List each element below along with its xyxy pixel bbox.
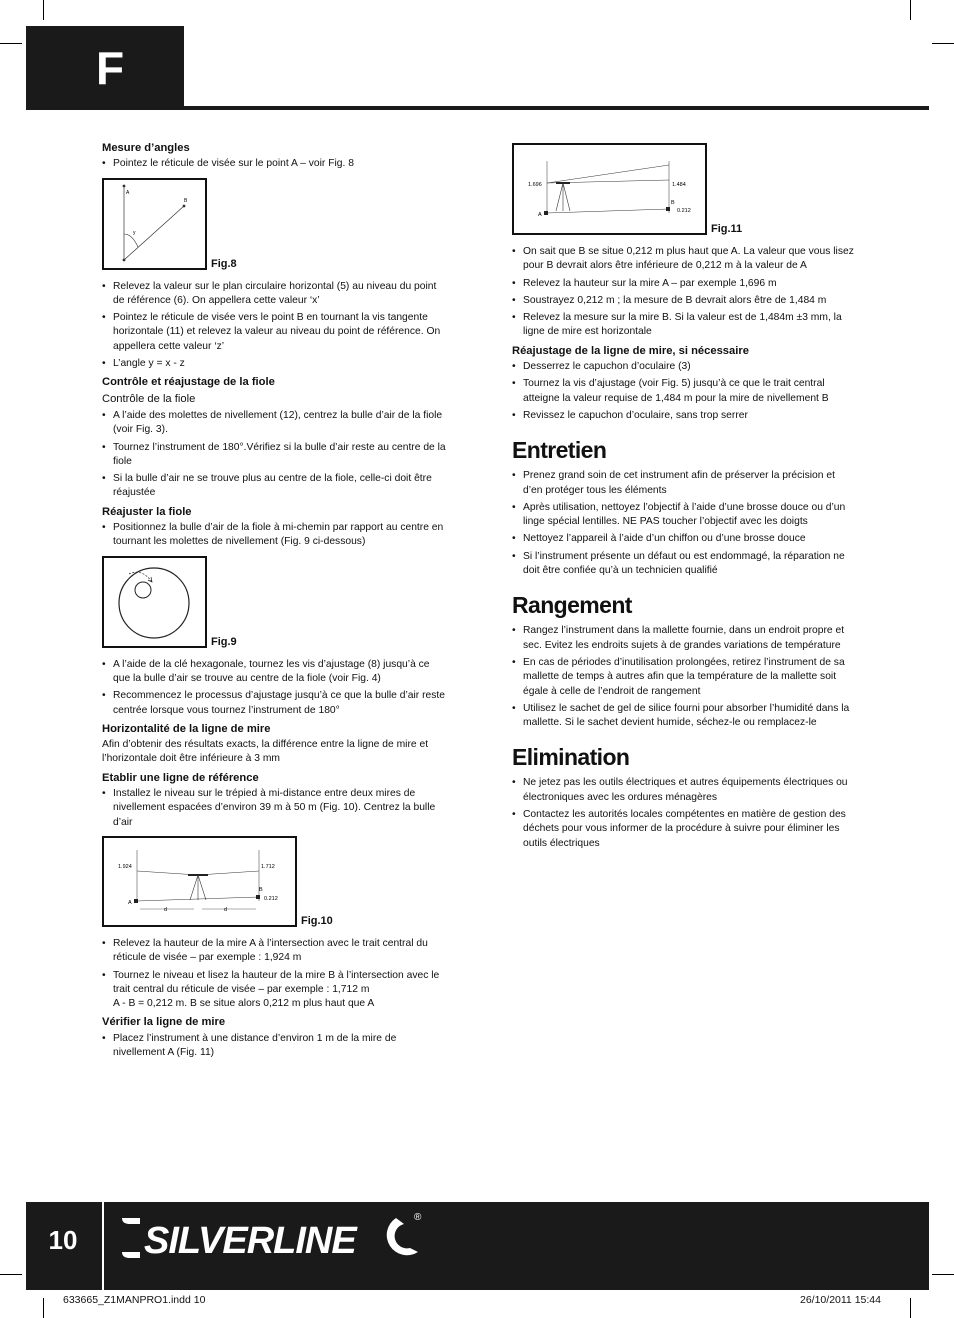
point-a-marker xyxy=(134,899,138,903)
list-item: • Installez le niveau sur le trépied à mi-distance entre deux mires de nivellement espacées d’environ 39 m à 50 m (Fig. 10). Centrez la bulle d’air xyxy=(102,787,447,830)
list-item: • Prenez grand soin de cet instrument afin de préserver la précision et d’en protéger tous les éléments xyxy=(512,469,857,498)
figure-9-frame xyxy=(102,556,207,648)
origin-marker xyxy=(123,258,126,261)
list-item: • Si l’instrument présente un défaut ou est endommagé, la réparation ne doit être confiée qu’à un technicien qualifié xyxy=(512,550,857,579)
list-item: • Tournez la vis d’ajustage (voir Fig. 5) jusqu’à ce que le trait central atteigne la valeur requise de 1,484 m pour la mire de nivellement B xyxy=(512,377,857,406)
crop-mark xyxy=(43,0,44,20)
ground-line xyxy=(547,209,669,213)
list-item: • Contactez les autorités locales compétentes en matière de gestion des déchets pour vous informer de la procédure à suivre pour éliminer les outils électriques xyxy=(512,808,857,851)
list-item: • On sait que B se situe 0,212 m plus haut que A. La valeur que vous lisez pour B devrait alors être inférieure de 0,212 m à la valeur de A xyxy=(512,245,857,274)
vial-outer-circle xyxy=(119,568,189,638)
crop-mark xyxy=(0,43,22,44)
section-heading: Réajuster la fiole xyxy=(102,505,192,518)
figure-caption: Fig.10 xyxy=(301,914,333,927)
angle-label: y xyxy=(133,229,136,236)
value-b: 1.712 xyxy=(261,863,275,870)
page-number: 10 xyxy=(48,1225,78,1255)
list-item: • Relevez la hauteur sur la mire A – par exemple 1,696 m xyxy=(512,277,857,291)
bullet-list xyxy=(512,469,857,578)
crop-mark xyxy=(43,1298,44,1318)
crop-mark xyxy=(0,1274,22,1275)
list-item: • Pointez le réticule de visée sur le point A – voir Fig. 8 xyxy=(102,157,447,171)
bullet-list xyxy=(512,360,857,423)
section-heading: Mesure d’angles xyxy=(102,142,190,154)
list-item: • A l’aide de la clé hexagonale, tournez les vis d’ajustage (8) jusqu’à ce que la bulle d’air se trouve au centre de la fiole (voir Fig. 4) xyxy=(102,658,447,687)
section-heading: Etablir une ligne de référence xyxy=(102,771,259,784)
list-item: • Desserrez le capuchon d’oculaire (3) xyxy=(512,360,857,374)
print-datetime: 26/10/2011 15:44 xyxy=(800,1294,881,1306)
silverline-logo xyxy=(118,1208,428,1273)
list-item-text: A - B = 0,212 m. B se situe alors 0,212 m plus haut que A xyxy=(113,998,375,1010)
list-item: • Positionnez la bulle d’air de la fiole à mi-chemin par rapport au centre en tournant les molettes de nivellement (Fig. 9 ci-dessous) xyxy=(102,521,447,550)
bullet-list xyxy=(102,521,447,550)
footer-divider xyxy=(102,1202,104,1290)
registered-mark: ® xyxy=(414,1212,422,1223)
list-item: • Si la bulle d’air ne se trouve plus au centre de la fiole, celle-ci doit être réajustée xyxy=(102,472,447,501)
section-title-elimination: Elimination xyxy=(512,744,630,771)
air-bubble xyxy=(135,582,151,598)
paragraph: Afin d’obtenir des résultats exacts, la différence entre la ligne de mire et l’horizontale doit être inférieure à 3 mm xyxy=(102,739,429,765)
figure-caption: Fig.8 xyxy=(211,257,237,270)
distance-label-2: d xyxy=(224,906,228,913)
list-item: • Placez l’instrument à une distance d’environ 1 m de la mire de nivellement A (Fig. 11) xyxy=(102,1032,447,1061)
bullet-list xyxy=(102,787,447,830)
logo-wrench-icon xyxy=(387,1218,418,1255)
value-a: 1.696 xyxy=(528,182,542,188)
list-item: • Rangez l’instrument dans la mallette fournie, dans un endroit propre et sec. Evitez les endroits sujets à de grandes variations de température xyxy=(512,624,857,653)
figure-10-frame xyxy=(102,836,297,927)
file-info: 633665_Z1MANPRO1.indd 10 xyxy=(63,1294,206,1306)
figure-9 xyxy=(102,556,447,648)
list-item: • Relevez la valeur sur le plan circulaire horizontal (5) au niveau du point de référence (6). On appellera cette valeur ‘x’ xyxy=(102,280,447,309)
list-item: • Nettoyez l’appareil à l’aide d’un chiffon ou d’une brosse douce xyxy=(512,532,857,546)
bullet-list xyxy=(102,280,447,372)
bullet-list xyxy=(512,624,857,730)
point-a-marker xyxy=(123,184,126,187)
list-item: • Relevez la mesure sur la mire B. Si la valeur est de 1,484m ±3 mm, la ligne de mire est horizontale xyxy=(512,311,857,340)
point-a-label: A xyxy=(538,212,542,218)
logo-text: SILVERLINE xyxy=(144,1220,356,1262)
list-item: • Après utilisation, nettoyez l’objectif à l’aide d’une brosse douce ou d’un linge spécial lentilles. NE PAS toucher l’objectif avec les doigts xyxy=(512,501,857,530)
bullet-list xyxy=(512,776,857,850)
list-item: • Revissez le capuchon d’oculaire, sans trop serrer xyxy=(512,409,857,423)
vial-diagram xyxy=(104,558,205,646)
reference-line-diagram xyxy=(104,838,295,925)
angle-arc xyxy=(124,234,138,247)
right-column xyxy=(512,143,857,854)
list-item: • Tournez l’instrument de 180°.Vérifiez si la bulle d’air reste au centre de la fiole xyxy=(102,441,447,470)
crop-mark xyxy=(932,43,954,44)
line-check-diagram xyxy=(514,145,705,233)
point-a-marker xyxy=(544,211,548,215)
point-a-label: A xyxy=(128,899,132,906)
list-item xyxy=(102,969,447,1012)
figure-11 xyxy=(512,143,857,235)
list-item: • Utilisez le sachet de gel de silice fourni pour absorber l’humidité dans la mallette. Si le sachet devient humide, séchez-le ou remplacez-le xyxy=(512,702,857,731)
section-heading: Contrôle et réajustage de la fiole xyxy=(102,376,275,389)
bullet-list xyxy=(102,937,447,1011)
list-item: • Ne jetez pas les outils électriques et autres équipements électriques ou électroniques avec les ordures ménagères xyxy=(512,776,857,805)
point-b-marker xyxy=(256,895,260,899)
section-heading: Réajustage de la ligne de mire, si nécessaire xyxy=(512,344,749,357)
value-a: 1.924 xyxy=(118,863,132,870)
list-item: • Relevez la hauteur de la mire A à l’intersection avec le trait central du réticule de visée – par exemple : 1,924 m xyxy=(102,937,447,966)
difference-value: 0.212 xyxy=(264,895,278,902)
section-heading: Vérifier la ligne de mire xyxy=(102,1016,226,1029)
point-b-marker xyxy=(666,207,670,211)
logo-spanner-icon xyxy=(122,1218,140,1258)
list-item-text: Tournez le niveau et lisez la hauteur de la mire B à l’intersection avec le trait central du réticule de visée – par exemple : 1,712 m xyxy=(113,969,440,995)
crop-mark xyxy=(910,0,911,20)
figure-caption: Fig.11 xyxy=(711,223,743,235)
point-b-label: B xyxy=(671,200,675,206)
list-item: • L’angle y = x - z xyxy=(102,357,447,371)
angle-diagram xyxy=(104,180,205,268)
section-title-rangement: Rangement xyxy=(512,592,632,619)
point-b-marker xyxy=(183,204,186,207)
header-rule xyxy=(184,106,929,110)
list-item: • A l’aide des molettes de nivellement (12), centrez la bulle d’air de la fiole (voir Fig. 3). xyxy=(102,409,447,438)
point-b-label: B xyxy=(259,886,263,893)
distance-label-1: d xyxy=(164,906,168,913)
value-b: 1.484 xyxy=(672,182,686,188)
figure-8-frame xyxy=(102,178,207,270)
difference-value: 0.212 xyxy=(677,208,691,214)
bullet-list xyxy=(512,245,857,340)
point-b-label: B xyxy=(184,197,188,204)
section-title-entretien: Entretien xyxy=(512,437,607,464)
figure-8 xyxy=(102,178,447,270)
bullet-list xyxy=(102,157,447,171)
figure-10 xyxy=(102,836,447,927)
list-item: • Pointez le réticule de visée vers le point B en tournant la vis tangente horizontale (11) et relevez la valeur au niveau du point de référence. On appellera cette valeur ‘z’ xyxy=(102,311,447,354)
figure-caption: Fig.9 xyxy=(211,635,237,648)
list-item: • En cas de périodes d’inutilisation prolongées, retirez l’instrument de sa mallette de temps à autres afin que la température de la mallette soit égale à celle de l’endroit de rangement xyxy=(512,656,857,699)
bullet-list xyxy=(102,409,447,501)
section-heading: Horizontalité de la ligne de mire xyxy=(102,722,271,735)
language-tab: F xyxy=(26,26,184,110)
bullet-list xyxy=(102,658,447,718)
figure-11-frame xyxy=(512,143,707,235)
point-a-label: A xyxy=(126,189,130,196)
crop-mark xyxy=(910,1298,911,1318)
crop-mark xyxy=(932,1274,954,1275)
subheading: Contrôle de la fiole xyxy=(102,392,196,405)
left-column xyxy=(102,141,447,1063)
list-item: • Soustrayez 0,212 m ; la mesure de B devrait alors être de 1,484 m xyxy=(512,294,857,308)
list-item: • Recommencez le processus d’ajustage jusqu’à ce que la bulle d’air reste centrée lorsque vous tournez l’instrument de 180° xyxy=(102,689,447,718)
bullet-list xyxy=(102,1032,447,1061)
